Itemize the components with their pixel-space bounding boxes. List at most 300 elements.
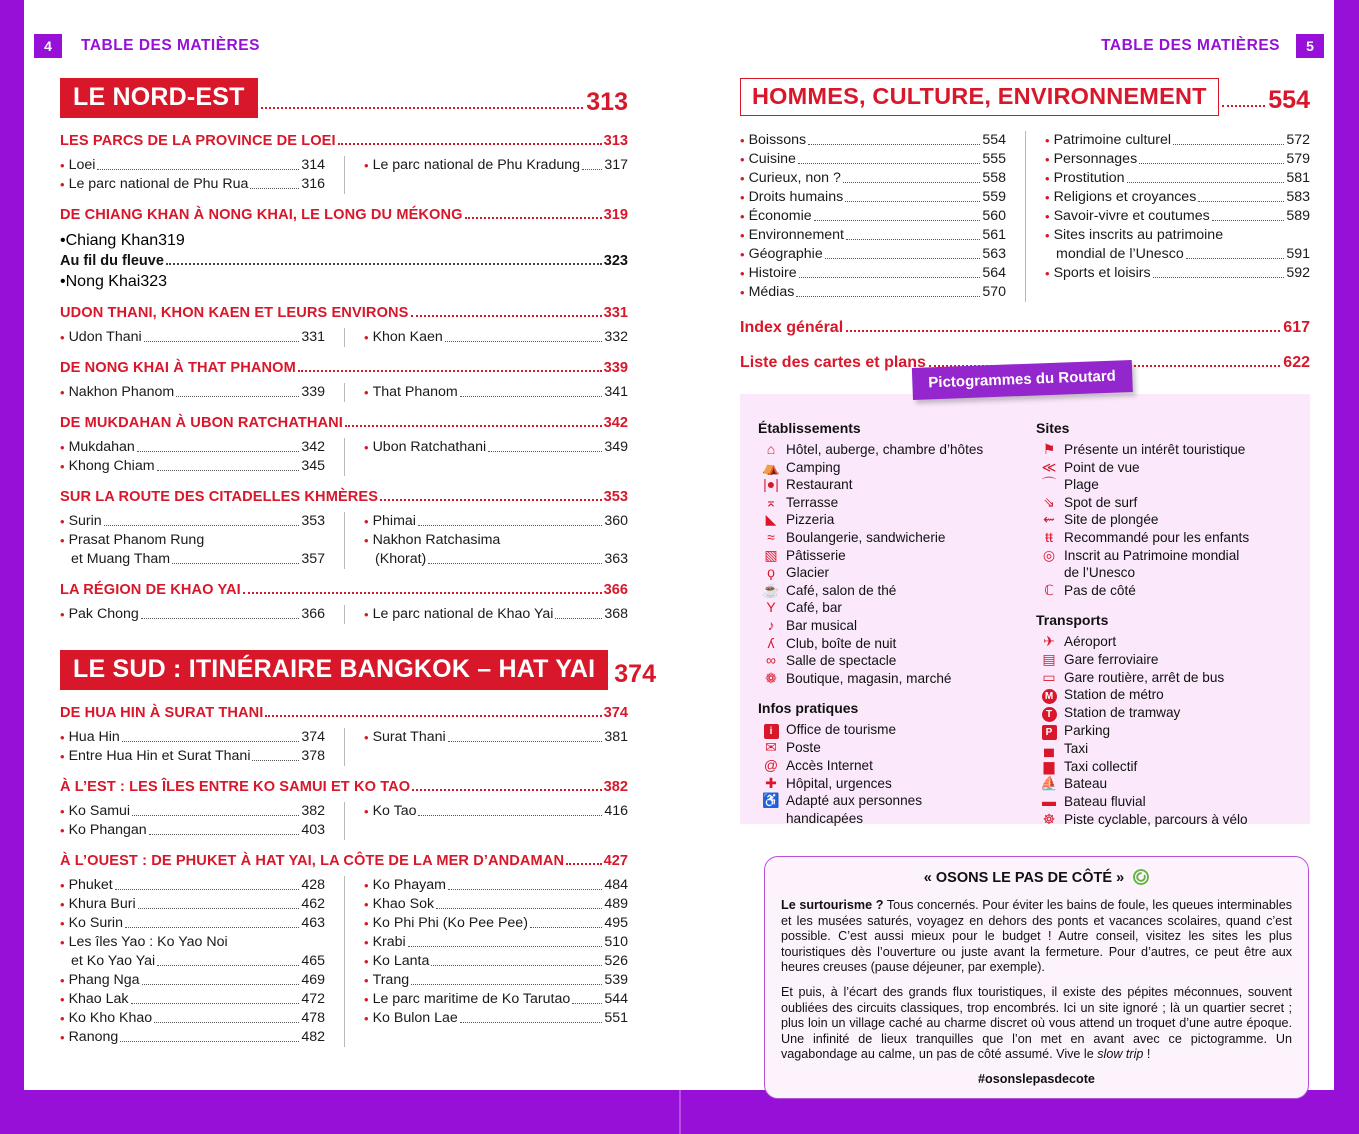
- header-title-right: TABLE DES MATIÈRES: [1101, 37, 1280, 54]
- toc-entry-label: Ko Phangan: [68, 821, 147, 838]
- toc-entry-label: Nakhon Phanom: [68, 384, 175, 401]
- pictogram-label: Salle de spectacle: [786, 653, 897, 669]
- section-title-row: [60, 415, 628, 431]
- bullet-icon: •: [1045, 265, 1050, 281]
- toc-entry[interactable]: [60, 457, 325, 476]
- toc-entry[interactable]: [60, 383, 325, 402]
- toc-entry-page: 589: [1286, 207, 1310, 224]
- section-banner: [740, 78, 1310, 116]
- beach-icon: ⌒: [1042, 476, 1056, 493]
- toc-entry-page: 551: [604, 1009, 628, 1026]
- bread-icon: ≈: [767, 528, 775, 545]
- toc-entry[interactable]: [364, 328, 628, 347]
- leader-dots: [115, 888, 300, 890]
- toc-entry-page: 428: [301, 876, 325, 893]
- basket-icon: ❁: [765, 669, 777, 686]
- leader-dots: [846, 329, 1280, 332]
- bullet-icon: •: [60, 157, 65, 173]
- toc-entry-page: 561: [982, 226, 1006, 243]
- toc-entry[interactable]: [60, 156, 325, 175]
- pictogram-row: [756, 529, 1034, 547]
- toc-entry[interactable]: [60, 971, 325, 990]
- leader-dots: [799, 276, 981, 278]
- ice-cream-icon: ϙ: [767, 564, 775, 581]
- pictogram-group-title: Établissements: [758, 420, 861, 436]
- bullet-icon: •: [364, 1010, 369, 1026]
- leader-dots: [252, 759, 299, 761]
- toc-entry-page: 478: [301, 1009, 325, 1026]
- toc-bold-page: 323: [603, 252, 628, 269]
- toc-column-right: [740, 78, 1310, 372]
- pictogram-label: Hôpital, urgences: [786, 775, 892, 791]
- toc-entry-label: Khura Buri: [68, 895, 136, 912]
- pictogrammes-panel: [740, 394, 1310, 827]
- info-icon: i: [756, 721, 786, 739]
- leader-dots: [1139, 162, 1284, 164]
- section-title: DE HUA HIN À SURAT THANI: [60, 704, 264, 721]
- note-paragraph-1: [781, 898, 1292, 976]
- toc-entry-columns: [60, 328, 628, 347]
- toc-entry-page: 526: [604, 952, 628, 969]
- pictogram-label: Présente un intérêt touristique: [1064, 442, 1246, 457]
- toc-entry-column-1: [60, 876, 344, 1047]
- bullet-icon: •: [364, 607, 369, 623]
- toc-entry-page: 316: [301, 175, 325, 192]
- toc-entry-column-2: [344, 512, 628, 569]
- bullet-icon: •: [364, 953, 369, 969]
- toc-entry[interactable]: [1045, 150, 1310, 169]
- toc-entry-columns: [60, 728, 628, 766]
- bullet-icon: •: [60, 1010, 65, 1026]
- page-number-right: 5: [1296, 34, 1324, 58]
- pictogram-label: Boutique, magasin, marché: [786, 670, 952, 686]
- toc-entry[interactable]: [364, 383, 628, 402]
- leader-dots: [138, 907, 300, 909]
- toc-entry[interactable]: [60, 1009, 325, 1028]
- toc-entry-page: 559: [982, 188, 1006, 205]
- cutlery-icon: |●|: [763, 476, 779, 493]
- toc-entry-column-2: [344, 802, 628, 840]
- toc-entry-label: Chiang Khan: [65, 231, 159, 249]
- pictogram-row: [1034, 651, 1294, 669]
- pictogram-label: Plage: [1064, 477, 1099, 493]
- surf-icon: ⇘: [1043, 493, 1055, 510]
- note-paragraph-2: [781, 985, 1292, 1063]
- bullet-icon: •: [740, 151, 745, 167]
- pictogram-label-cont: de l’Unesco: [1064, 565, 1136, 581]
- leader-dots: [436, 907, 602, 909]
- toc-entry[interactable]: [60, 933, 325, 971]
- music-note-icon: ♪: [767, 616, 775, 633]
- pictogram-row: [756, 599, 1034, 617]
- pictogram-label: Taxi collectif: [1064, 758, 1138, 774]
- toc-column-left: [60, 78, 656, 1047]
- toc-entry[interactable]: [364, 728, 628, 747]
- tram-icon: T: [1034, 704, 1064, 722]
- toc-entry[interactable]: [60, 512, 325, 531]
- pictogram-label: Café, salon de thé: [786, 582, 897, 598]
- osons-le-pas-de-cote-box: [764, 856, 1309, 1099]
- toc-big-label: Liste des cartes et plans: [740, 353, 926, 371]
- toc-entry-page: 314: [301, 156, 325, 173]
- toc-entry-label: Ko Kho Khao: [68, 1009, 153, 1026]
- toc-entry-label: Khon Kaen: [372, 329, 443, 346]
- toc-big-line[interactable]: [740, 319, 1310, 337]
- leader-dots: [137, 450, 300, 452]
- pictogram-row: [756, 775, 1034, 793]
- toc-entry-page: 484: [604, 876, 628, 893]
- toc-entry-label: Ko Samui: [68, 802, 131, 819]
- toc-entry-line1: [60, 531, 325, 550]
- pictogram-row: [756, 441, 1034, 459]
- flag-icon: ⚑: [1042, 441, 1056, 457]
- toc-entry-column-2: [344, 438, 628, 476]
- toc-entry-label: Prasat Phanom Rung: [68, 532, 205, 549]
- toc-entry-label: Le parc national de Phu Kradung: [372, 156, 581, 173]
- toc-entry-label: Phang Nga: [68, 971, 140, 988]
- toc-entry-page: 360: [604, 513, 628, 530]
- toc-entry-page: 572: [1286, 131, 1310, 148]
- toc-entry-page: 558: [982, 169, 1006, 186]
- header-right: [1101, 34, 1324, 58]
- bullet-icon: •: [60, 272, 66, 290]
- bullet-icon: •: [60, 514, 65, 530]
- toc-entry[interactable]: [740, 245, 1006, 264]
- toc-entry[interactable]: [740, 169, 1006, 188]
- toc-entry[interactable]: [740, 207, 1006, 226]
- toc-bold-row: [60, 253, 628, 269]
- section-title-page: 382: [603, 778, 628, 795]
- toc-entry[interactable]: [364, 876, 628, 895]
- toc-entry[interactable]: [1045, 131, 1310, 150]
- bus-icon: ▭: [1042, 668, 1056, 685]
- toc-entry-column-1: [60, 605, 344, 624]
- toc-entry-page: 472: [301, 990, 325, 1007]
- toc-entry-page: 463: [301, 914, 325, 931]
- leader-dots: [814, 219, 981, 221]
- toc-entry-page: 591: [1286, 245, 1310, 262]
- pictogram-row: [1034, 758, 1294, 776]
- toc-entry[interactable]: [364, 990, 628, 1009]
- bullet-icon: •: [740, 227, 745, 243]
- toc-entry[interactable]: [740, 150, 1006, 169]
- toc-entry[interactable]: [60, 438, 325, 457]
- metro-icon: M: [1034, 686, 1064, 704]
- toc-entry-line1: [364, 531, 628, 550]
- pictogram-row: [756, 617, 1034, 635]
- wheelchair-icon: ♿: [762, 792, 780, 809]
- toc-entry[interactable]: [740, 131, 1006, 150]
- toc-entry-label: Sports et loisirs: [1053, 264, 1151, 281]
- toc-entry-label: Phuket: [68, 876, 113, 893]
- pictogram-row-cont: [1034, 564, 1294, 582]
- leader-dots: [338, 142, 602, 145]
- pictogram-row: [756, 670, 1034, 688]
- toc-entry-page: 555: [982, 150, 1006, 167]
- leader-dots: [843, 181, 980, 183]
- toc-entry-label: Surin: [68, 513, 102, 530]
- toc-entry[interactable]: [1045, 264, 1310, 283]
- leader-dots: [122, 740, 300, 742]
- toc-entry-label: Nong Khai: [65, 272, 141, 290]
- toc-entry-label: Sites inscrits au patrimoine: [1053, 226, 1224, 243]
- bullet-icon: •: [60, 607, 65, 623]
- toc-entry[interactable]: [60, 914, 325, 933]
- toc-entry[interactable]: [60, 728, 325, 747]
- section-banner-label: LE NORD-EST: [60, 78, 258, 118]
- toc-entry[interactable]: [364, 971, 628, 990]
- toc-entry-columns: [60, 512, 628, 569]
- leader-dots: [488, 450, 602, 452]
- toc-entry[interactable]: [364, 531, 628, 569]
- note-title-text: « OSONS LE PAS DE CÔTÉ »: [923, 870, 1125, 886]
- bullet-icon: •: [60, 330, 65, 346]
- bullet-icon: •: [364, 157, 369, 173]
- leader-dots: [460, 1021, 603, 1023]
- toc-entry-page: 495: [604, 914, 628, 931]
- pictogram-row: [756, 739, 1034, 757]
- section-banner-page: 554: [1268, 85, 1310, 114]
- toc-entry[interactable]: [364, 156, 628, 175]
- train-icon: ▤: [1042, 650, 1056, 667]
- leader-dots: [1153, 276, 1285, 278]
- pictogram-group-title: Transports: [1036, 612, 1109, 629]
- page-frame-left-band: [0, 0, 24, 1134]
- toc-entry-label: Cuisine: [748, 150, 796, 167]
- pictogram-row: [1034, 494, 1294, 512]
- pictogram-label: Spot de surf: [1064, 494, 1138, 510]
- toc-entry-column-1: [60, 328, 344, 347]
- toc-entry-label: Économie: [748, 207, 812, 224]
- toc-entry[interactable]: [1045, 188, 1310, 207]
- toc-entry-label: Ko Phayam: [372, 876, 446, 893]
- toc-entry[interactable]: [740, 283, 1006, 302]
- note-p2-italic: slow trip: [1097, 1047, 1144, 1062]
- pictogram-row: [756, 547, 1034, 565]
- pictogrammes-right-column: [1034, 420, 1294, 841]
- toc-entry[interactable]: [60, 895, 325, 914]
- toc-entry-page: 319: [158, 231, 185, 249]
- toc-entry-label: Khao Sok: [372, 895, 435, 912]
- toc-entry-columns: [60, 605, 628, 624]
- toc-entry[interactable]: [60, 605, 325, 624]
- toc-entry[interactable]: [60, 876, 325, 895]
- toc-entry-page: 331: [301, 329, 325, 346]
- pictogram-label: Point de vue: [1064, 459, 1140, 475]
- leader-dots: [243, 591, 602, 594]
- leader-dots: [120, 1040, 299, 1042]
- hotel-icon: ⌂: [766, 441, 776, 457]
- hospital-cross-icon: ✚: [765, 774, 777, 791]
- toc-big-page: 617: [1283, 318, 1310, 336]
- toc-entry[interactable]: [60, 747, 325, 766]
- banner-spacer: [60, 624, 628, 650]
- toc-entry[interactable]: [364, 895, 628, 914]
- pictogram-row: [1034, 547, 1294, 565]
- toc-bold-label: Au fil du fleuve: [60, 252, 164, 269]
- toc-entry-page: 366: [301, 606, 325, 623]
- leader-dots: [142, 983, 300, 985]
- leader-dots: [408, 945, 603, 947]
- leader-dots: [97, 168, 299, 170]
- pictogram-row: [1034, 811, 1294, 829]
- bullet-icon: •: [60, 176, 65, 192]
- section-banner-label: HOMMES, CULTURE, ENVIRONNEMENT: [740, 78, 1219, 116]
- tent-icon: ⛺: [762, 458, 780, 475]
- toc-entry[interactable]: [364, 933, 628, 952]
- toc-entry-label: Le parc maritime de Ko Tarutao: [372, 990, 571, 1007]
- section-title: LA RÉGION DE KHAO YAI: [60, 582, 241, 599]
- toc-entry-label: Ubon Ratchathani: [372, 439, 487, 456]
- pictogram-group: [756, 700, 1034, 827]
- toc-entry-label: Trang: [372, 971, 410, 988]
- toc-entry[interactable]: [60, 271, 628, 292]
- section-title: SUR LA ROUTE DES CITADELLES KHMÈRES: [60, 489, 379, 506]
- leader-dots: [380, 498, 602, 501]
- section-title: DE CHIANG KHAN À NONG KHAI, LE LONG DU MÉKONG: [60, 206, 463, 223]
- toc-entry-label: Histoire: [748, 264, 797, 281]
- pictogram-row: [1034, 722, 1294, 740]
- toc-entry-line2: [1045, 245, 1310, 264]
- bullet-icon: •: [364, 972, 369, 988]
- toc-entry-label: Phimai: [372, 513, 416, 530]
- envelope-icon: ✉: [765, 739, 777, 756]
- leader-dots: [418, 814, 602, 816]
- pictogram-row: [1034, 582, 1294, 600]
- toc-entry-page: 353: [301, 513, 325, 530]
- toc-entry[interactable]: [364, 605, 628, 624]
- bullet-icon: •: [1045, 132, 1050, 148]
- leader-dots: [418, 524, 602, 526]
- toc-entry[interactable]: [364, 952, 628, 971]
- bullet-icon: •: [740, 246, 745, 262]
- toc-entry-label: Khao Lak: [68, 990, 129, 1007]
- leader-dots: [1127, 181, 1285, 183]
- toc-entry-page: 317: [604, 156, 628, 173]
- leader-dots: [808, 143, 980, 145]
- masks-icon: ∞: [766, 652, 776, 669]
- toc-entry-page: 465: [301, 952, 325, 969]
- toc-entry[interactable]: [1045, 207, 1310, 226]
- toc-entry-page: 363: [604, 551, 628, 568]
- bullet-icon: •: [60, 934, 65, 950]
- toc-entry-columns: [60, 876, 628, 1047]
- toc-entry-column-1: [60, 728, 344, 766]
- pictogram-row: [756, 476, 1034, 494]
- section-title: LES PARCS DE LA PROVINCE DE LOEI: [60, 132, 336, 149]
- toc-entry[interactable]: [60, 230, 628, 251]
- toc-entry[interactable]: [364, 512, 628, 531]
- leader-dots: [846, 238, 980, 240]
- leader-dots: [530, 926, 602, 928]
- leader-dots: [798, 162, 980, 164]
- toc-entry-label: Krabi: [372, 933, 406, 950]
- section-title-page: 339: [603, 360, 628, 377]
- toc-entry[interactable]: [1045, 169, 1310, 188]
- toc-entry[interactable]: [740, 264, 1006, 283]
- toc-entry[interactable]: [60, 1028, 325, 1047]
- pictogram-label: Camping: [786, 459, 841, 475]
- toc-entry[interactable]: [740, 188, 1006, 207]
- toc-entry-label: Mukdahan: [68, 439, 135, 456]
- pictogram-row: [756, 564, 1034, 582]
- toc-entry-page: 539: [604, 971, 628, 988]
- airplane-icon: ✈: [1043, 633, 1055, 650]
- pictogram-row: [1034, 669, 1294, 687]
- toc-entry-label-cont: (Khorat): [375, 551, 427, 568]
- pictogram-row: [756, 494, 1034, 512]
- viewpoint-icon: ≪: [1041, 458, 1057, 475]
- section-title: UDON THANI, KHON KAEN ET LEURS ENVIRONS: [60, 305, 409, 322]
- toc-entry-column-2: [1025, 131, 1310, 302]
- toc-entry[interactable]: [740, 226, 1006, 245]
- toc-entry[interactable]: [60, 328, 325, 347]
- bullet-icon: •: [364, 533, 369, 549]
- toc-entry[interactable]: [1045, 226, 1310, 264]
- toc-entry-page: 339: [301, 384, 325, 401]
- pictogrammes-left-column: [756, 420, 1034, 841]
- toc-entry-columns: [60, 802, 628, 840]
- section-title-row: [60, 853, 628, 869]
- pictogram-row: [756, 757, 1034, 775]
- pictogram-label: Terrasse: [786, 494, 839, 510]
- pictogram-label: Club, boîte de nuit: [786, 635, 897, 651]
- toc-entry[interactable]: [364, 1009, 628, 1028]
- toc-entry[interactable]: [60, 821, 325, 840]
- toc-entry-column-1: [60, 438, 344, 476]
- leader-dots: [166, 262, 602, 265]
- toc-entry-label: Savoir-vivre et coutumes: [1053, 207, 1210, 224]
- toc-entry-label: Les îles Yao : Ko Yao Noi: [68, 933, 228, 950]
- toc-entry-page: 381: [604, 728, 628, 745]
- pictogram-label: Bateau: [1064, 776, 1108, 792]
- section-title-page: 374: [603, 704, 628, 721]
- pictogram-label: Accès Internet: [786, 757, 873, 773]
- toc-entry-column-1: [740, 131, 1025, 302]
- diving-icon: ⇜: [1043, 511, 1055, 528]
- toc-entry-column-2: [344, 876, 628, 1047]
- bullet-icon: •: [740, 170, 745, 186]
- section-title-row: [60, 489, 628, 505]
- toc-entry[interactable]: [364, 802, 628, 821]
- cocktail-glass-icon: Y: [766, 599, 776, 616]
- toc-entry[interactable]: [60, 531, 325, 569]
- leader-dots: [149, 833, 300, 835]
- leader-dots: [104, 524, 300, 526]
- leader-dots: [1198, 200, 1284, 202]
- river-boat-icon: ▬: [1042, 792, 1056, 809]
- toc-entry-column-1: [60, 802, 344, 840]
- toc-entry[interactable]: [364, 914, 628, 933]
- toc-entry[interactable]: [60, 990, 325, 1009]
- pictogram-row: [756, 582, 1034, 600]
- toc-entry-label-cont: et Ko Yao Yai: [71, 952, 156, 969]
- bullet-icon: •: [60, 915, 65, 931]
- toc-entry[interactable]: [60, 175, 325, 194]
- toc-entry[interactable]: [60, 802, 325, 821]
- bullet-icon: •: [60, 385, 65, 401]
- pictogram-label: Adapté aux personnes: [786, 793, 923, 809]
- toc-entry-label: Boissons: [748, 131, 807, 148]
- bullet-icon: •: [740, 208, 745, 224]
- pictogram-label: Bateau fluvial: [1064, 793, 1146, 809]
- leader-dots: [465, 216, 602, 219]
- toc-entry[interactable]: [364, 438, 628, 457]
- bullet-icon: •: [740, 132, 745, 148]
- bullet-icon: •: [60, 231, 66, 249]
- toc-entry-page: 403: [301, 821, 325, 838]
- bullet-icon: •: [60, 803, 65, 819]
